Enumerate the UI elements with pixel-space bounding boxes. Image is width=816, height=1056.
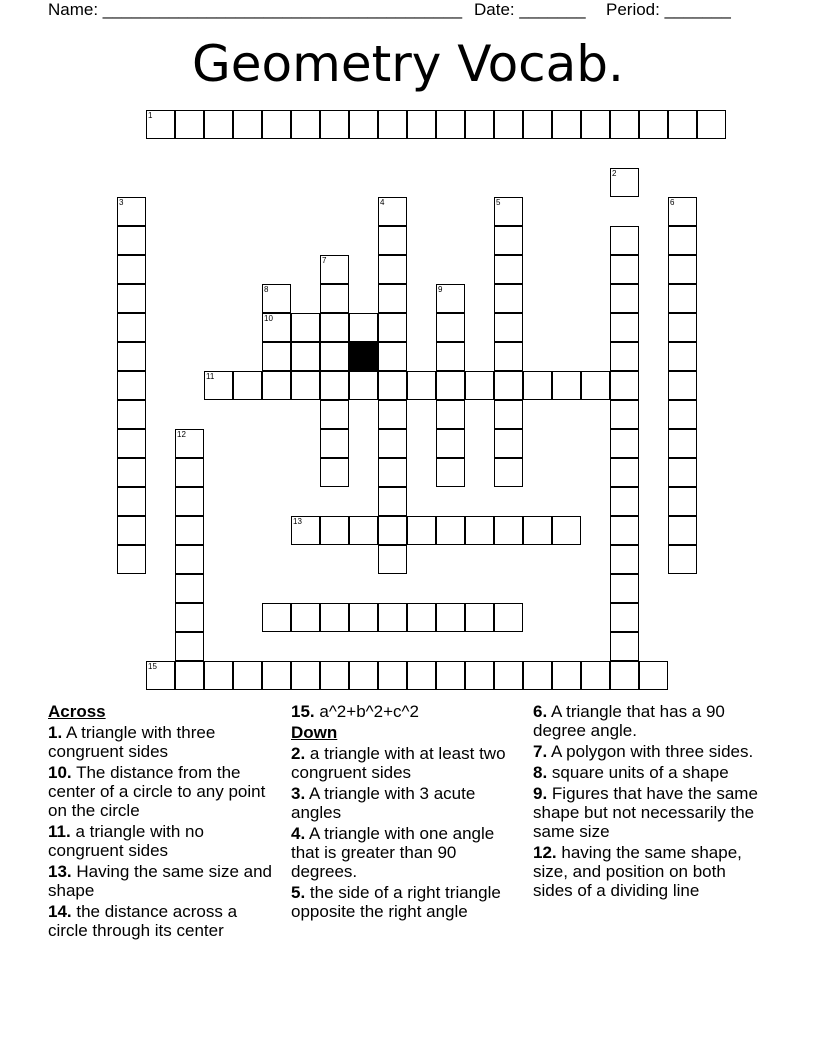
crossword-cell[interactable] bbox=[291, 603, 320, 632]
clue-number: 1 bbox=[148, 111, 153, 120]
clue-item bbox=[291, 824, 521, 881]
crossword-cell[interactable] bbox=[610, 168, 639, 197]
crossword-cell[interactable] bbox=[668, 400, 697, 429]
black-square bbox=[349, 342, 378, 371]
clue-item-text: a^2+b^2+c^2 bbox=[319, 702, 419, 721]
crossword-cell[interactable] bbox=[320, 284, 349, 313]
crossword-cell[interactable] bbox=[436, 661, 465, 690]
page-title: Geometry Vocab. bbox=[192, 35, 624, 93]
crossword-cell[interactable] bbox=[175, 632, 204, 661]
crossword-cell[interactable] bbox=[407, 371, 436, 400]
crossword-cell[interactable] bbox=[436, 371, 465, 400]
clue-item bbox=[533, 843, 763, 900]
clue-number: 7 bbox=[322, 256, 327, 265]
clue-item bbox=[48, 822, 278, 860]
crossword-cell[interactable] bbox=[436, 429, 465, 458]
crossword-cell[interactable] bbox=[407, 661, 436, 690]
clue-item-text: A triangle with 3 acute angles bbox=[291, 784, 476, 822]
crossword-cell[interactable] bbox=[349, 110, 378, 139]
crossword-cell[interactable] bbox=[407, 110, 436, 139]
crossword-cell[interactable] bbox=[494, 400, 523, 429]
clue-item bbox=[533, 742, 763, 761]
clue-item bbox=[291, 702, 521, 721]
crossword-cell[interactable] bbox=[494, 661, 523, 690]
crossword-cell[interactable] bbox=[610, 661, 639, 690]
crossword-cell[interactable] bbox=[117, 371, 146, 400]
clue-number: 6 bbox=[670, 198, 675, 207]
crossword-cell[interactable] bbox=[668, 516, 697, 545]
clue-item-number: 8. bbox=[533, 763, 548, 782]
crossword-cell[interactable] bbox=[320, 400, 349, 429]
clue-item bbox=[291, 883, 521, 921]
crossword-cell[interactable] bbox=[291, 371, 320, 400]
crossword-cell[interactable] bbox=[494, 110, 523, 139]
crossword-cell[interactable] bbox=[378, 284, 407, 313]
crossword-cell[interactable] bbox=[349, 371, 378, 400]
clue-item bbox=[48, 862, 278, 900]
clue-item-text: Having the same size and shape bbox=[48, 862, 272, 900]
crossword-cell[interactable] bbox=[436, 458, 465, 487]
crossword-cell[interactable] bbox=[320, 661, 349, 690]
crossword-cell[interactable] bbox=[117, 400, 146, 429]
clue-number: 2 bbox=[612, 169, 617, 178]
clue-item-text: a triangle with no congruent sides bbox=[48, 822, 204, 860]
crossword-cell[interactable] bbox=[552, 371, 581, 400]
crossword-cell[interactable] bbox=[668, 487, 697, 516]
clue-item-number: 1. bbox=[48, 723, 63, 742]
crossword-cell[interactable] bbox=[494, 371, 523, 400]
clue-item-number: 14. bbox=[48, 902, 72, 921]
crossword-cell[interactable] bbox=[610, 313, 639, 342]
crossword-cell[interactable] bbox=[494, 197, 523, 226]
crossword-cell[interactable] bbox=[465, 516, 494, 545]
crossword-cell[interactable] bbox=[436, 603, 465, 632]
clue-item bbox=[291, 744, 521, 782]
crossword-cell[interactable] bbox=[291, 313, 320, 342]
crossword-cell[interactable] bbox=[378, 255, 407, 284]
crossword-cell[interactable] bbox=[146, 110, 175, 139]
crossword-cell[interactable] bbox=[465, 661, 494, 690]
crossword-cell[interactable] bbox=[117, 545, 146, 574]
clue-item-text: A triangle that has a 90 degree angle. bbox=[533, 702, 725, 740]
clue-item-number: 9. bbox=[533, 784, 548, 803]
crossword-cell[interactable] bbox=[233, 110, 262, 139]
crossword-cell[interactable] bbox=[523, 661, 552, 690]
crossword-cell[interactable] bbox=[204, 661, 233, 690]
crossword-cell[interactable] bbox=[262, 661, 291, 690]
crossword-cell[interactable] bbox=[378, 603, 407, 632]
clue-column-1 bbox=[48, 702, 278, 942]
clue-item-text: A triangle with one angle that is greater than 90 degrees. bbox=[291, 824, 495, 881]
clue-number: 12 bbox=[177, 430, 186, 439]
crossword-cell[interactable] bbox=[668, 226, 697, 255]
crossword-cell[interactable] bbox=[320, 516, 349, 545]
clue-item-text: a triangle with at least two congruent sides bbox=[291, 744, 506, 782]
crossword-cell[interactable] bbox=[610, 110, 639, 139]
crossword-cell[interactable] bbox=[668, 284, 697, 313]
crossword-cell[interactable] bbox=[233, 661, 262, 690]
crossword-cell[interactable] bbox=[175, 487, 204, 516]
crossword-cell[interactable] bbox=[639, 110, 668, 139]
crossword-cell[interactable] bbox=[262, 284, 291, 313]
crossword-cell[interactable] bbox=[117, 284, 146, 313]
crossword-cell[interactable] bbox=[494, 284, 523, 313]
crossword-cell[interactable] bbox=[117, 226, 146, 255]
crossword-cell[interactable] bbox=[668, 342, 697, 371]
crossword-cell[interactable] bbox=[494, 255, 523, 284]
clue-item-number: 4. bbox=[291, 824, 306, 843]
crossword-cell[interactable] bbox=[407, 516, 436, 545]
clue-item-number: 10. bbox=[48, 763, 72, 782]
clue-item-text: The distance from the center of a circle to any point on the circle bbox=[48, 763, 266, 820]
crossword-cell[interactable] bbox=[378, 400, 407, 429]
clue-item-number: 7. bbox=[533, 742, 548, 761]
crossword-cell[interactable] bbox=[291, 661, 320, 690]
clue-number: 13 bbox=[293, 517, 302, 526]
clue-number: 15 bbox=[148, 662, 157, 671]
clue-item bbox=[48, 723, 278, 761]
crossword-cell[interactable] bbox=[175, 429, 204, 458]
crossword-cell[interactable] bbox=[378, 110, 407, 139]
crossword-cell[interactable] bbox=[204, 110, 233, 139]
crossword-cell[interactable] bbox=[117, 429, 146, 458]
crossword-cell[interactable] bbox=[320, 371, 349, 400]
crossword-cell[interactable] bbox=[610, 603, 639, 632]
crossword-cell[interactable] bbox=[668, 313, 697, 342]
crossword-cell[interactable] bbox=[668, 429, 697, 458]
clue-item-number: 3. bbox=[291, 784, 306, 803]
clue-item-number: 5. bbox=[291, 883, 306, 902]
clue-item-text: A polygon with three sides. bbox=[550, 742, 754, 761]
crossword-cell[interactable] bbox=[349, 313, 378, 342]
crossword-cell[interactable] bbox=[117, 197, 146, 226]
crossword-cell[interactable] bbox=[668, 255, 697, 284]
crossword-cell[interactable] bbox=[523, 516, 552, 545]
crossword-cell[interactable] bbox=[668, 197, 697, 226]
clue-number: 5 bbox=[496, 198, 501, 207]
crossword-cell[interactable] bbox=[697, 110, 726, 139]
crossword-cell[interactable] bbox=[523, 110, 552, 139]
clue-item bbox=[291, 784, 521, 822]
crossword-cell[interactable] bbox=[465, 603, 494, 632]
crossword-cell[interactable] bbox=[378, 342, 407, 371]
crossword-cell[interactable] bbox=[320, 429, 349, 458]
crossword-cell[interactable] bbox=[436, 313, 465, 342]
clue-item bbox=[48, 902, 278, 940]
crossword-cell[interactable] bbox=[610, 574, 639, 603]
crossword-cell[interactable] bbox=[494, 458, 523, 487]
name-field-label: Name: ______________________________________ bbox=[48, 0, 463, 19]
crossword-cell[interactable] bbox=[262, 342, 291, 371]
crossword-cell[interactable] bbox=[610, 226, 639, 255]
clue-number: 3 bbox=[119, 198, 124, 207]
down-heading: Down bbox=[291, 723, 338, 742]
crossword-cell[interactable] bbox=[175, 603, 204, 632]
crossword-cell[interactable] bbox=[610, 545, 639, 574]
crossword-cell[interactable] bbox=[610, 400, 639, 429]
crossword-cell[interactable] bbox=[378, 516, 407, 545]
crossword-cell[interactable] bbox=[262, 313, 291, 342]
clue-item bbox=[533, 763, 763, 782]
crossword-cell[interactable] bbox=[610, 342, 639, 371]
crossword-cell[interactable] bbox=[494, 429, 523, 458]
crossword-cell[interactable] bbox=[378, 487, 407, 516]
crossword-cell[interactable] bbox=[610, 487, 639, 516]
crossword-cell[interactable] bbox=[610, 255, 639, 284]
clue-item-text: Figures that have the same shape but not necessarily the same size bbox=[533, 784, 758, 841]
crossword-cell[interactable] bbox=[465, 110, 494, 139]
crossword-cell[interactable] bbox=[436, 110, 465, 139]
clue-item bbox=[533, 784, 763, 841]
crossword-cell[interactable] bbox=[552, 661, 581, 690]
clue-item-number: 12. bbox=[533, 843, 557, 862]
crossword-cell[interactable] bbox=[552, 516, 581, 545]
crossword-cell[interactable] bbox=[117, 313, 146, 342]
across-heading: Across bbox=[48, 702, 106, 721]
crossword-cell[interactable] bbox=[610, 284, 639, 313]
crossword-cell[interactable] bbox=[291, 342, 320, 371]
clue-item-text: square units of a shape bbox=[551, 763, 729, 782]
date-field-label: Date: _______ bbox=[474, 0, 586, 19]
crossword-cell[interactable] bbox=[262, 110, 291, 139]
crossword-cell[interactable] bbox=[378, 429, 407, 458]
clue-number: 4 bbox=[380, 198, 385, 207]
crossword-cell[interactable] bbox=[436, 516, 465, 545]
crossword-cell[interactable] bbox=[175, 458, 204, 487]
crossword-cell[interactable] bbox=[262, 371, 291, 400]
crossword-cell[interactable] bbox=[349, 603, 378, 632]
crossword-cell[interactable] bbox=[146, 661, 175, 690]
crossword-cell[interactable] bbox=[378, 458, 407, 487]
crossword-cell[interactable] bbox=[175, 516, 204, 545]
clue-number: 8 bbox=[264, 285, 269, 294]
crossword-cell[interactable] bbox=[175, 574, 204, 603]
clue-item-text: the distance across a circle through its center bbox=[48, 902, 238, 940]
crossword-cell[interactable] bbox=[117, 255, 146, 284]
clue-item-number: 15. bbox=[291, 702, 315, 721]
crossword-cell[interactable] bbox=[465, 371, 494, 400]
crossword-cell[interactable] bbox=[320, 110, 349, 139]
clue-item-text: having the same shape, size, and position on both sides of a dividing line bbox=[533, 843, 742, 900]
clue-number: 9 bbox=[438, 285, 443, 294]
crossword-cell[interactable] bbox=[668, 371, 697, 400]
crossword-cell[interactable] bbox=[494, 313, 523, 342]
crossword-cell[interactable] bbox=[610, 458, 639, 487]
crossword-cell[interactable] bbox=[494, 516, 523, 545]
crossword-cell[interactable] bbox=[117, 487, 146, 516]
crossword-cell[interactable] bbox=[378, 545, 407, 574]
crossword-cell[interactable] bbox=[117, 342, 146, 371]
crossword-cell[interactable] bbox=[320, 313, 349, 342]
crossword-cell[interactable] bbox=[349, 661, 378, 690]
period-field-label: Period: _______ bbox=[606, 0, 731, 19]
clue-item-text: the side of a right triangle opposite the right angle bbox=[291, 883, 501, 921]
crossword-cell[interactable] bbox=[175, 110, 204, 139]
clue-item bbox=[48, 763, 278, 820]
crossword-cell[interactable] bbox=[436, 284, 465, 313]
crossword-cell[interactable] bbox=[378, 371, 407, 400]
crossword-cell[interactable] bbox=[668, 110, 697, 139]
crossword-cell[interactable] bbox=[407, 603, 436, 632]
crossword-cell[interactable] bbox=[320, 342, 349, 371]
crossword-cell[interactable] bbox=[610, 371, 639, 400]
clue-number: 10 bbox=[264, 314, 273, 323]
crossword-cell[interactable] bbox=[378, 197, 407, 226]
crossword-cell[interactable] bbox=[320, 603, 349, 632]
crossword-cell[interactable] bbox=[436, 400, 465, 429]
clue-item-number: 13. bbox=[48, 862, 72, 881]
crossword-cell[interactable] bbox=[117, 458, 146, 487]
crossword-cell[interactable] bbox=[581, 661, 610, 690]
crossword-cell[interactable] bbox=[204, 371, 233, 400]
clue-item bbox=[533, 702, 763, 740]
clue-item-number: 11. bbox=[48, 822, 71, 841]
crossword-cell[interactable] bbox=[262, 603, 291, 632]
crossword-cell[interactable] bbox=[320, 458, 349, 487]
clue-column-2 bbox=[291, 702, 521, 923]
crossword-cell[interactable] bbox=[610, 516, 639, 545]
crossword-cell[interactable] bbox=[552, 110, 581, 139]
crossword-cell[interactable] bbox=[639, 661, 668, 690]
clue-number: 11 bbox=[206, 372, 215, 381]
crossword-cell[interactable] bbox=[291, 110, 320, 139]
crossword-cell[interactable] bbox=[523, 371, 552, 400]
crossword-cell[interactable] bbox=[378, 226, 407, 255]
crossword-cell[interactable] bbox=[610, 429, 639, 458]
clue-item-number: 2. bbox=[291, 744, 306, 763]
clue-item-number: 6. bbox=[533, 702, 548, 721]
crossword-cell[interactable] bbox=[494, 342, 523, 371]
crossword-cell[interactable] bbox=[175, 661, 204, 690]
crossword-cell[interactable] bbox=[378, 313, 407, 342]
crossword-cell[interactable] bbox=[581, 110, 610, 139]
crossword-cell[interactable] bbox=[610, 632, 639, 661]
clue-column-3 bbox=[533, 702, 763, 902]
crossword-cell[interactable] bbox=[175, 545, 204, 574]
crossword-cell[interactable] bbox=[117, 516, 146, 545]
crossword-cell[interactable] bbox=[581, 371, 610, 400]
crossword-cell[interactable] bbox=[320, 255, 349, 284]
crossword-cell[interactable] bbox=[233, 371, 262, 400]
crossword-cell[interactable] bbox=[436, 342, 465, 371]
crossword-cell[interactable] bbox=[378, 661, 407, 690]
crossword-cell[interactable] bbox=[668, 545, 697, 574]
crossword-cell[interactable] bbox=[349, 516, 378, 545]
crossword-cell[interactable] bbox=[494, 226, 523, 255]
crossword-cell[interactable] bbox=[494, 603, 523, 632]
crossword-cell[interactable] bbox=[668, 458, 697, 487]
clue-item-text: A triangle with three congruent sides bbox=[48, 723, 216, 761]
crossword-cell[interactable] bbox=[291, 516, 320, 545]
